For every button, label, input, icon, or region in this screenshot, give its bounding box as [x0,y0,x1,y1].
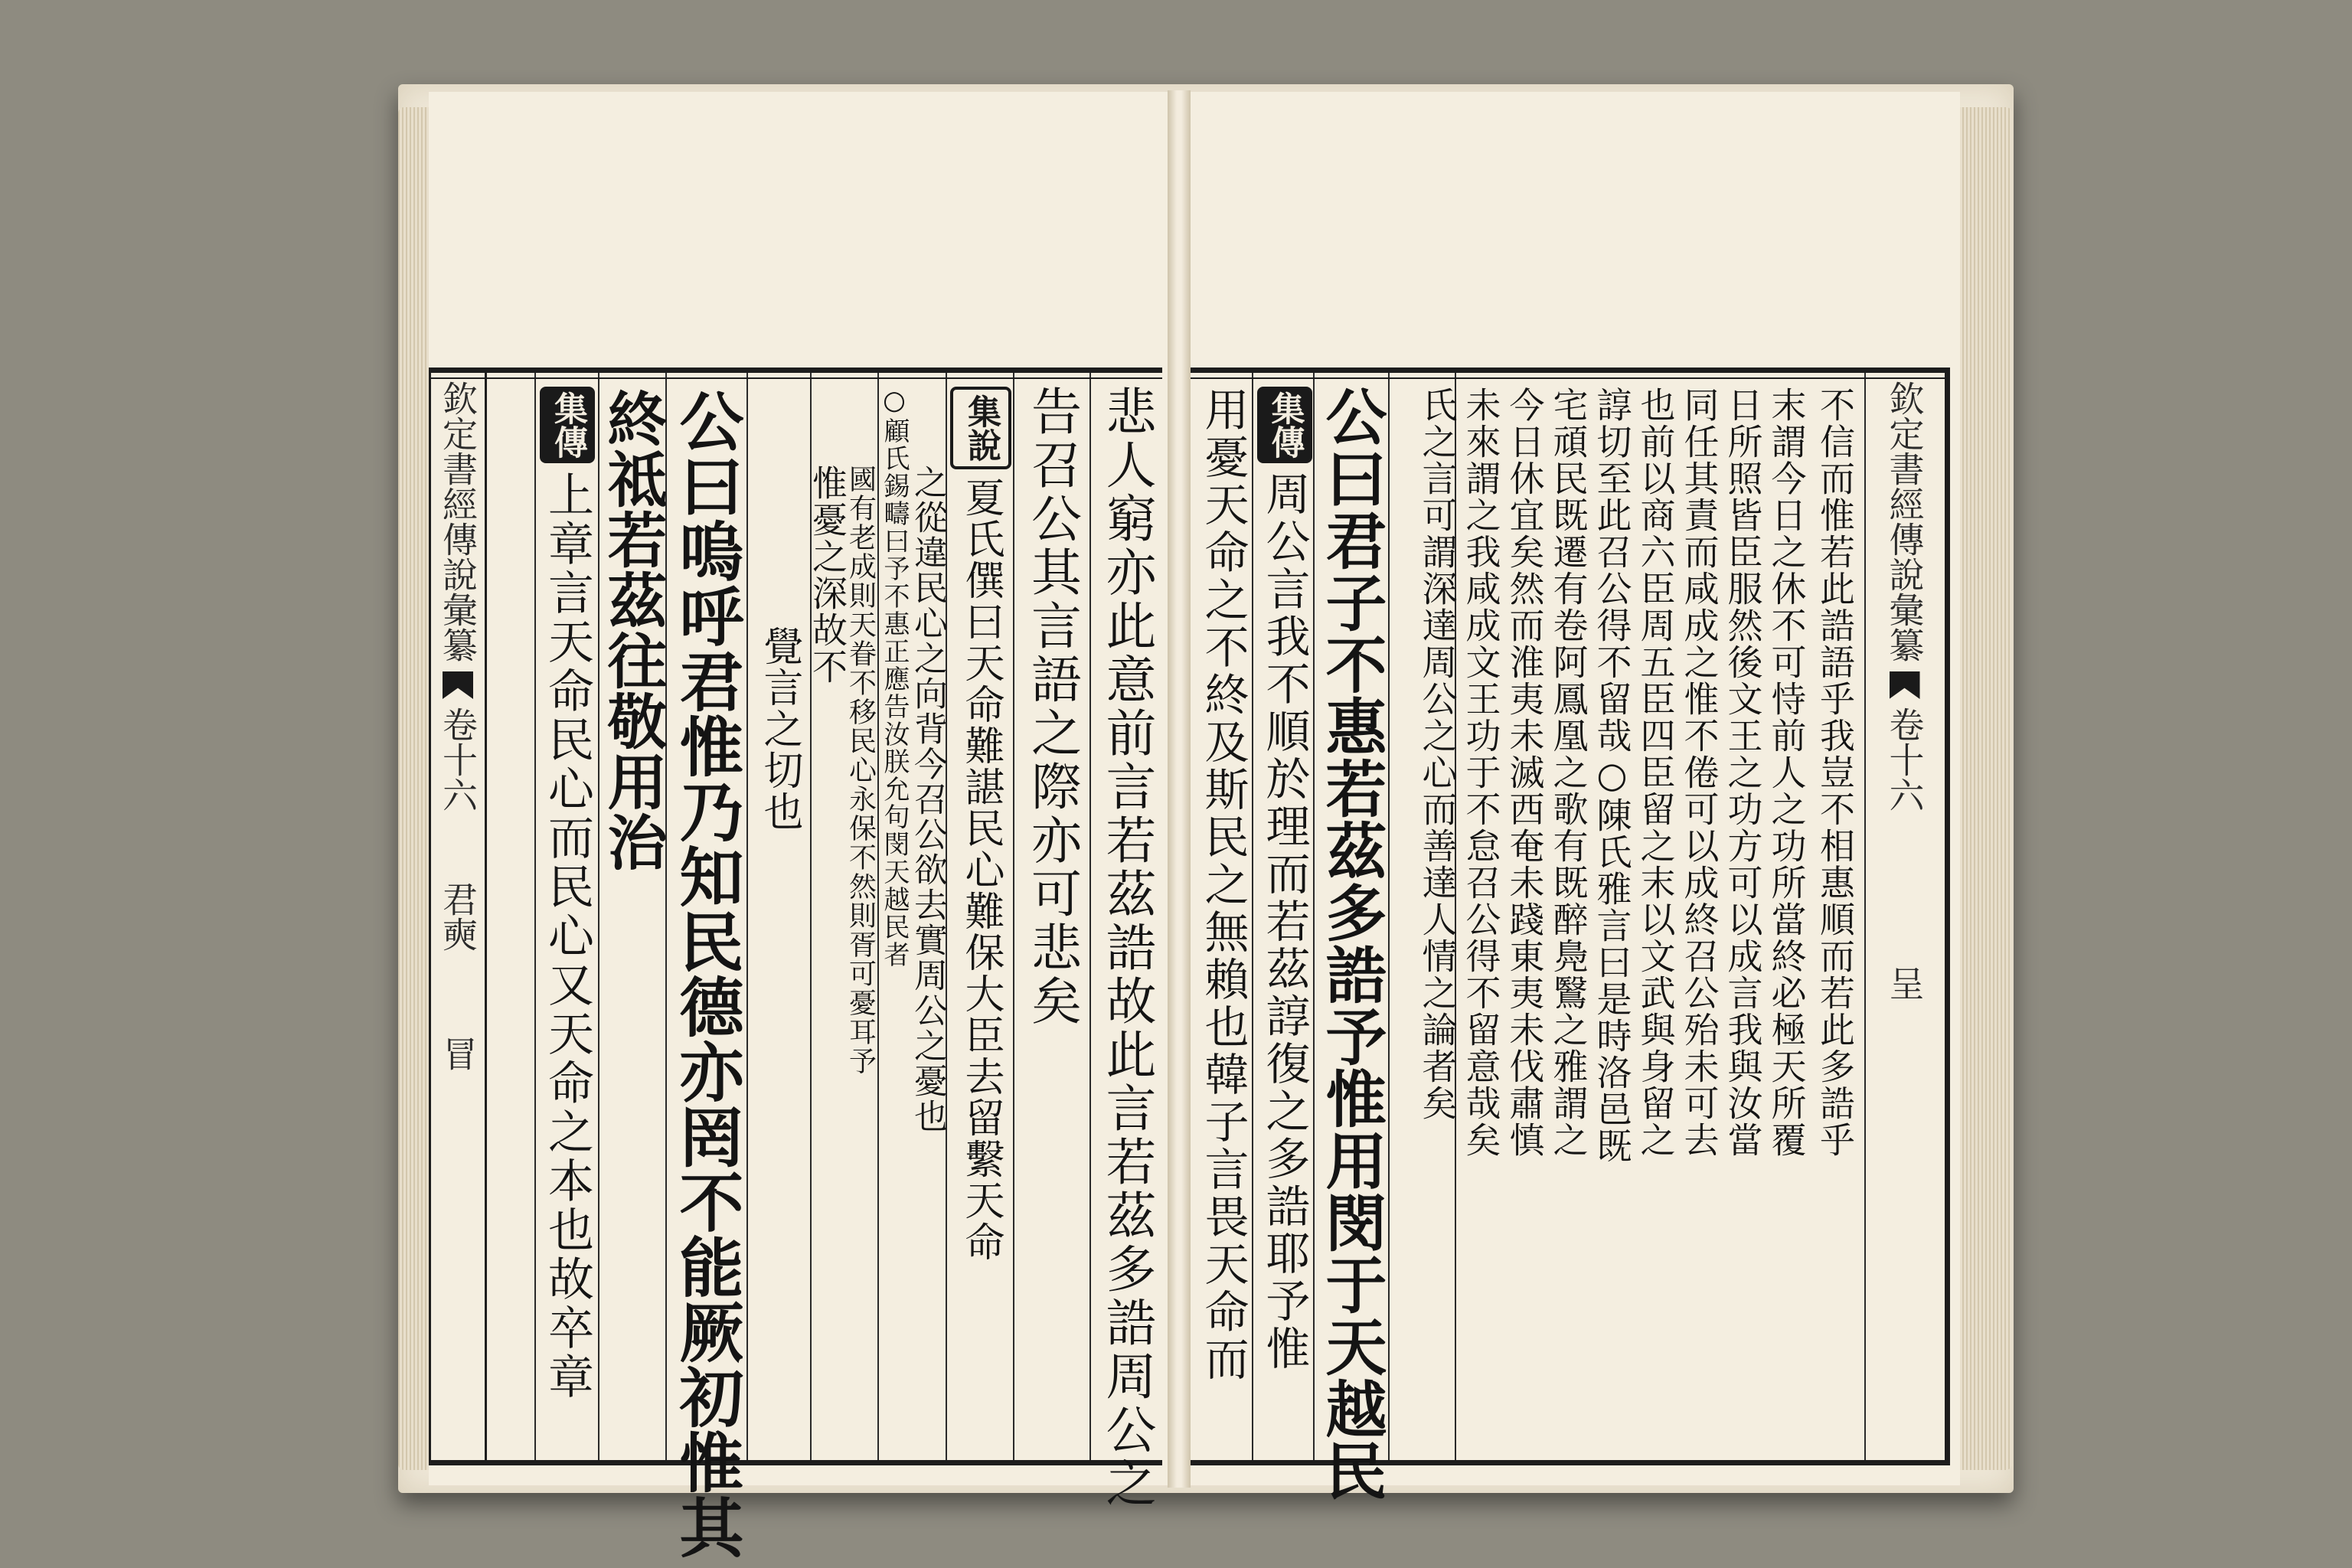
text-column [1722,373,1764,1460]
column-rule [746,373,748,1460]
column-text: 覺言之切也 [756,626,802,832]
column-text: 同任其責而咸成之惟不倦可以成終召公殆未可去 [1678,387,1720,1158]
left-margin-chapter: 君奭 [437,881,479,952]
text-column [1460,373,1502,1460]
right-page [1191,92,1960,1501]
right-margin-volume: 卷十六 [1883,707,1926,812]
column-text: 日所照皆臣服然後文王之功方可以成言我與汝當 [1722,387,1764,1158]
text-column [1315,373,1387,1501]
column-rule [1864,373,1866,1460]
jizhuan-badge: 集傳 [1257,387,1312,463]
column-rule [1388,373,1390,1460]
jizhuan-badge: 集傳 [540,387,595,463]
column-rule [1252,373,1253,1460]
column-text: 末謂今日之休不可恃前人之功所當終必極天所覆 [1766,387,1808,1158]
text-column [1256,373,1313,1460]
column-text: 諄切至此召公得不留哉○陳氏雅言曰是時洛邑既 [1591,387,1633,1165]
column-text: 悲人窮亦此意前言若茲誥故此言若茲多誥周公之 [1097,385,1156,1511]
jishuo-badge: 集說 [950,387,1011,469]
text-column [1547,373,1589,1460]
text-column [1416,373,1459,1460]
text-column [880,373,908,1460]
fishtail-mark [443,671,473,699]
column-rule [1313,373,1315,1460]
column-text: 周公言我不順於理而若茲諄復之多誥耶予惟 [1258,471,1311,1373]
column-text: 終祗若茲往敬用治 [597,388,668,872]
left-page [429,92,1168,1560]
column-text: 未來謂之我咸成文王功于不怠召公得不留意哉矣 [1460,387,1502,1158]
text-column [949,373,1013,1460]
column-rule [1013,373,1014,1460]
left-margin-column [431,373,487,1460]
column-text: ○顧氏錫疇曰予不惠正應告汝朕允句閔天越民者 [879,385,910,969]
text-column [1809,373,1861,1460]
column-text: 告召公其言語之際亦可悲矣 [1022,385,1082,1028]
left-margin-volume: 卷十六 [437,707,479,812]
page-edge-left [398,107,429,1470]
column-text: 惟憂之深故不 [807,465,848,685]
text-column [1504,373,1546,1460]
text-column [749,373,810,1460]
text-column [1019,373,1084,1460]
left-margin-page: 冒 [437,1036,479,1071]
text-column [1194,373,1252,1460]
column-text: 國有老成則天眷不移民心永保不然則胥可憂耳予 [844,465,877,1076]
column-text: 之從違民心之向背今召公欲去實周公之憂也 [908,465,947,1134]
column-text: 公曰君子不惠若茲多誥予惟用閔于天越民 [1315,385,1387,1501]
book-gutter [1168,90,1191,1488]
page-edge-right [1960,107,2012,1470]
column-text: 今日休宜矣然而淮夷未滅西奄未踐東夷未伐肅慎 [1504,387,1546,1158]
text-column [1591,373,1633,1460]
column-text: 上章言天命民心而民心又天命之本也故卒章 [541,471,594,1402]
text-column [1678,373,1720,1460]
column-text: 宅頑民既遷有卷阿鳳凰之歌有既醉鳧鷖之雅謂之 [1547,387,1589,1158]
column-text: 公曰嗚呼君惟乃知民德亦罔不能厥初惟其 [669,388,745,1560]
fishtail-mark [1890,671,1920,699]
text-column [537,373,598,1460]
column-text: 夏氏僎曰天命難諶民心難保大臣去留繫天命 [958,477,1004,1263]
column-rule [1089,373,1091,1460]
left-margin-title: 欽定書經傳說彙纂 [437,381,479,662]
column-text: 也前以商六臣周五臣四臣留之末以文武與身留之 [1635,387,1677,1158]
text-column [1766,373,1808,1460]
left-page-frame [429,368,1162,1560]
column-text: 氏之言可謂深達周公之心而善達人情之論者矣 [1416,387,1459,1122]
text-column [668,373,745,1560]
text-column [597,373,668,1460]
text-column [807,373,848,1460]
column-rule [534,373,536,1460]
text-column [1635,373,1677,1460]
right-margin-page: 呈 [1883,965,1926,1001]
right-page-frame [1191,368,1950,1501]
right-margin-title: 欽定書經傳說彙纂 [1883,381,1926,662]
column-text: 用憂天命之不終及斯民之無賴也韓子言畏天命而 [1197,387,1250,1383]
text-column [908,373,946,1460]
right-margin-column [1868,373,1941,1460]
column-text: 不信而惟若此誥語乎我豈不相惠順而若此多誥乎 [1815,387,1856,1158]
text-column [1096,373,1157,1511]
